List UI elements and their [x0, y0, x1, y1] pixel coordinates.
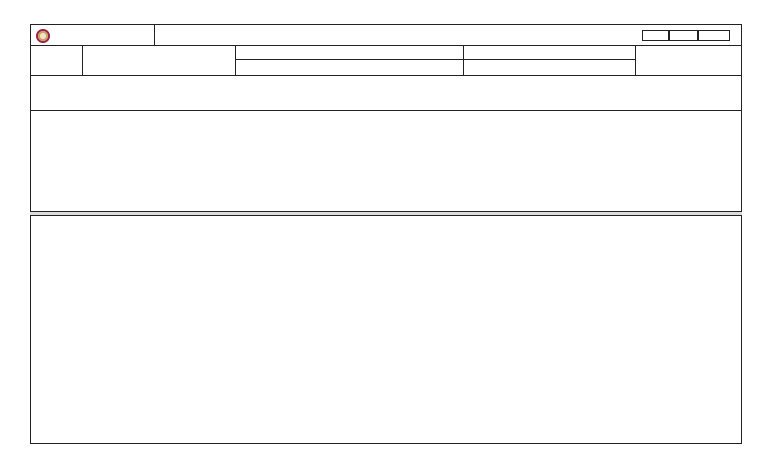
government-logo	[36, 27, 126, 44]
divider	[82, 46, 83, 76]
divider	[463, 59, 635, 60]
fecha-mes-input[interactable]	[669, 30, 698, 41]
form-header	[30, 24, 742, 46]
form-frame	[30, 24, 742, 444]
fecha-ano-input[interactable]	[698, 30, 730, 41]
divider	[154, 24, 155, 46]
divider	[635, 46, 636, 76]
column-number-row	[30, 211, 742, 216]
divider	[235, 46, 236, 76]
divider	[463, 46, 464, 76]
fecha-dia-input[interactable]	[642, 30, 669, 41]
national-seal-icon	[36, 29, 50, 43]
divider	[235, 59, 463, 60]
table-top-border	[30, 110, 742, 111]
